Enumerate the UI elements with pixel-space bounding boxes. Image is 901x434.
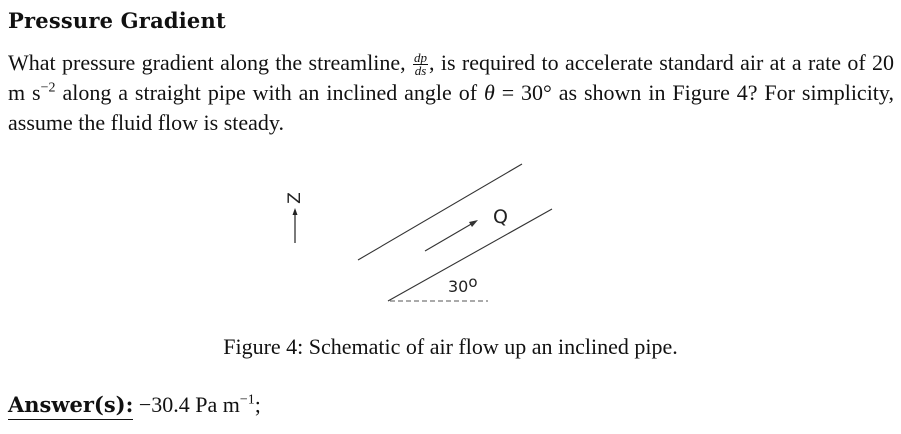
question-text	[8, 48, 894, 138]
flow-rate-label: Q	[493, 206, 508, 228]
fraction-numerator: dp	[414, 50, 428, 66]
fraction-denominator: ds	[414, 63, 427, 79]
flow-direction-arrow	[425, 220, 478, 251]
question-part-2: , is required to accelerate standard air at a rate of 20 m s	[8, 50, 894, 105]
angle-value: 30	[448, 277, 469, 296]
question-part-4: = 30° as shown in Figure 4? For simplicity, assume the fluid flow is steady.	[8, 80, 894, 135]
answer-label: Answer(s):	[8, 392, 133, 420]
figure-caption: Figure 4: Schematic of air flow up an inclined pipe.	[223, 334, 678, 359]
answer-suffix: ;	[254, 392, 261, 417]
acceleration-exponent: −2	[40, 80, 56, 96]
pressure-gradient-fraction	[413, 52, 428, 77]
theta-symbol: θ	[483, 80, 495, 105]
inclined-pipe-figure	[270, 150, 570, 320]
question-part-3: along a straight pipe with an inclined angle of	[55, 80, 484, 105]
answer-exponent: −1	[239, 392, 255, 408]
z-axis-label: Z	[285, 192, 305, 204]
question-part-1: What pressure gradient along the streamline,	[8, 50, 413, 75]
angle-label	[448, 273, 478, 296]
z-axis-arrow	[293, 208, 298, 243]
degree-symbol: o	[468, 273, 478, 291]
answer-value: −30.4 Pa m	[133, 392, 240, 417]
answer-line	[8, 392, 261, 418]
problem-title: Pressure Gradient	[8, 8, 226, 33]
